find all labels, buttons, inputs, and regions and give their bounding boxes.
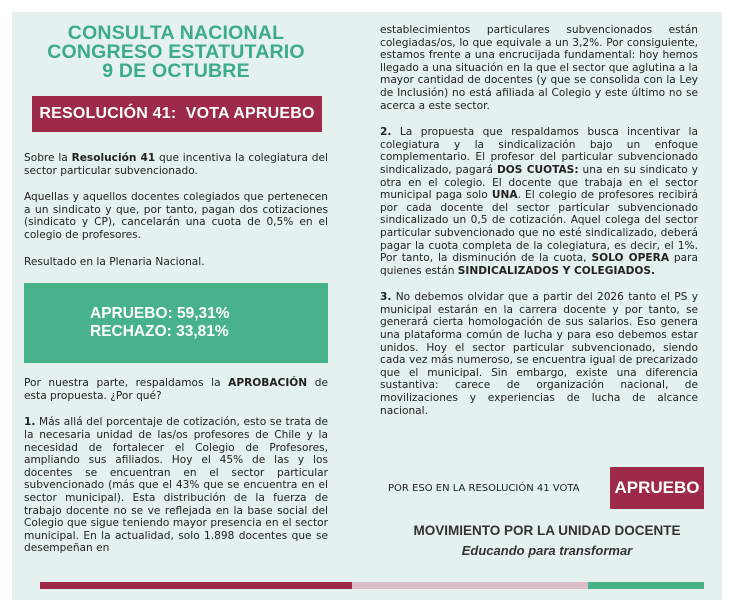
title-line-1: CONSULTA NACIONAL [67,22,285,44]
intro-pre: Sobre la [24,152,72,164]
title-line-2: CONGRESO ESTATUTARIO [47,41,305,63]
point-2-number: 2. [380,126,392,139]
vote-line: POR ESO EN LA RESOLUCIÓN 41 VOTA [388,482,580,494]
results-box [24,283,328,363]
point-2-text-2: una en su sindicato y otra en el colegio. El docente que trabaja en el sector municipal paga solo [380,163,698,202]
footer-bar-pink [352,582,588,589]
footer-bar-maroon [40,582,352,589]
vote-row [388,467,706,509]
point-3-number: 3. [380,291,392,304]
support-paragraph [24,377,328,402]
result-apruebo: APRUEBO: 59,31% [90,304,230,322]
point-2-paragraph [380,126,698,277]
intro-paragraph [24,152,328,177]
point-1-continued: establecimientos particulares subvencionados están colegiadas/os, lo que equivale a un 3,2%. Por consiguiente, estamos frente a una encrucijada fundamental: hoy hemos llegado a una situación en la que el sector que aglutina a la mayor cantidad de docentes (y que se consolida con la Ley de Inclusión) no está afiliada al Colegio y este último no se acerca a este sector. [380,24,698,112]
movement-slogan: Educando para transformar [461,543,633,558]
point-2-text-4: para quienes están [380,252,698,277]
title-line-3: 9 DE OCTUBRE [102,60,250,82]
intro-bold: Resolución 41 [71,152,156,164]
resolution-banner: RESOLUCIÓN 41: VOTA APRUEBO [32,96,322,132]
point-1-paragraph [24,416,328,555]
footer-bar-green [588,582,704,589]
support-post: de esta propuesta. ¿Por qué? [24,377,328,402]
movement-name: MOVIMIENTO POR LA UNIDAD DOCENTE [413,523,681,538]
result-rechazo: RECHAZO: 33,81% [90,323,229,341]
point-2-text-3: . El colegio de profesores recibirá por cada docente del sector particular subvencionado sindicalizado un 0,5 de cotización. Aquel colega del sector particular subvencionado que no esté sindicalizado, deberá pagar la cuota completa de la colegiatura, es decir, el 1%. Por tanto, la disminución de la cuota, [380,189,698,265]
page-title [24,24,328,81]
intro-post: que incentiva la colegiatura del sector particular subvencionado. [24,152,328,177]
support-bold: APROBACIÓN [228,377,308,390]
vote-badge: APRUEBO [610,467,704,509]
point-3-text: No debemos olvidar que a partir del 2026 tanto el PS y municipal estarán en la carrera docente y por tanto, se generará cierta homologación de sus salarios. Eso genera una plataforma común de lucha y para eso debemos estar unidos. Hoy el sector particular subvencionado, siendo cada vez más numeroso, se encuentra igual de precarizado que el municipal. Sin embargo, existe una diferencia sustantiva: carece de organización nacional, de movilizaciones y experiencias de lucha de alcance nacional. [380,291,698,417]
fee-paragraph: Aquellas y aquellos docentes colegiados que pertenecen a un sindicato y que, por tanto, pagan dos cotizaciones (sindicato y CP), cancelarán una cuota de 0,5% en el colegio de profesores. [24,191,328,241]
left-column [24,24,328,555]
point-1-text: Más allá del porcentaje de cotización, esto se trata de la necesaria unidad de las/os profesores de Chile y la necesidad de fortalecer el Colegio de Profesores, ampliando sus afiliados. Hoy el 45% de las y los docentes se encuentran en el sector particular subvencionado (más que el 43% que se encuentra en el sector municipal). Esta distribución de la fuerza de trabajo docente no se ve reflejada en la base social del Colegio que sigue teniendo mayor presencia en el sector municipal. En la actualidad, solo 1.898 docentes que se desempeñan en [24,416,328,555]
result-label: Resultado en la Plenaria Nacional. [24,255,205,268]
point-1-number: 1. [24,416,36,429]
point-2-text-1: La propuesta que respaldamos busca incentivar la colegiatura y la sindicalización bajo un enfoque complementario. El profesor del particular subvencionado sindicalizado, pagará [380,126,698,176]
point-2-bold-1: DOS CUOTAS: [496,163,579,176]
point-2-bold-4: SINDICALIZADOS Y COLEGIADOS. [457,264,656,277]
point-3-paragraph [380,291,698,417]
support-pre: Por nuestra parte, respaldamos la [24,377,229,390]
right-column [380,24,698,417]
point-2-bold-3: SOLO OPERA [591,252,670,265]
point-2-bold-2: UNA [491,189,518,202]
